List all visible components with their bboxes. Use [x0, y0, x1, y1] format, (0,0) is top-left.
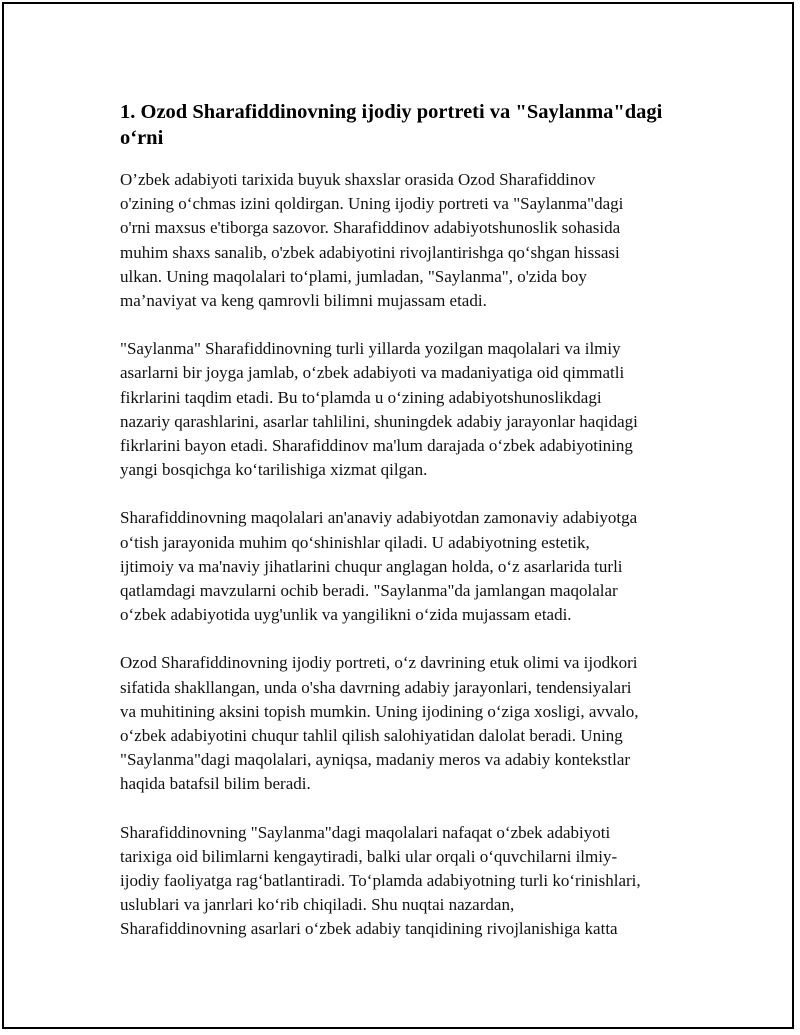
paragraph-5: Sharafiddinovning "Saylanma"dagi maqolalari nafaqat o‘zbek adabiyoti tarixiga oid bilimlarni kengaytiradi, balki ular orqali o‘quvchilarni ilmiy- ijodiy faoliyatga rag‘batlantiradi. To‘plamda adabiyotning turli ko‘rinishlari, uslublari va janrlari ko‘rib chiqiladi. Shu nuqtai nazardan, Sharafiddinovning asarlari o‘zbek adabiy tanqidining rivojlanishiga katta	[120, 822, 641, 939]
document-body	[120, 99, 686, 966]
paragraph-1: O’zbek adabiyoti tarixida buyuk shaxslar orasida Ozod Sharafiddinov o'zining o‘chmas izini qoldirgan. Uning ijodiy portreti va "Saylanma"dagi o'rni maxsus e'tiborga sazovor. Sharafiddinov adabiyotshunoslik sohasida muhim shaxs sanalib, o'zbek adabiyotini rivojlantirishga qo‘shgan hissasi ulkan. Uning maqolalari to‘plami, jumladan, "Saylanma", o'zida boy ma’naviyat va keng qamrovli bilimni mujassam etadi.	[120, 170, 624, 311]
document-page	[2, 2, 794, 1029]
section-heading: 1. Ozod Sharafiddinovning ijodiy portreti va "Saylanma"dagi o‘rni	[120, 101, 663, 149]
paragraph-3: Sharafiddinovning maqolalari an'anaviy adabiyotdan zamonaviy adabiyotga o‘tish jarayonida muhim qo‘shinishlar qiladi. U adabiyotning estetik, ijtimoiy va ma'naviy jihatlarini chuqur anglagan holda, o‘z asarlarida turli qatlamdagi mavzularni ochib beradi. "Saylanma"da jamlangan maqolalar o‘zbek adabiyotida uyg'unlik va yangilikni o‘zida mujassam etadi.	[120, 508, 638, 625]
paragraph-4: Ozod Sharafiddinovning ijodiy portreti, o‘z davrining etuk olimi va ijodkori sifatida shakllangan, unda o'sha davrning adabiy jarayonlari, tendensiyalari va muhitining aksini topish mumkin. Uning ijodining o‘ziga xosligi, avvalo, o‘zbek adabiyotini chuqur tahlil qilish salohiyatidan dalolat beradi. Uning "Saylanma"dagi maqolalari, ayniqsa, madaniy meros va adabiy kontekstlar haqida batafsil bilim beradi.	[120, 653, 639, 794]
paragraph-2: "Saylanma" Sharafiddinovning turli yillarda yozilgan maqolalari va ilmiy asarlarni bir joyga jamlab, o‘zbek adabiyoti va madaniyatiga oid qimmatli fikrlarini taqdim etadi. Bu to‘plamda u o‘zining adabiyotshunoslikdagi nazariy qarashlarini, asarlar tahlilini, shuningdek adabiy jarayonlar haqidagi fikrlarini bayon etadi. Sharafiddinov ma'lum darajada o‘zbek adabiyotining yangi bosqichga ko‘tarilishiga xizmat qilgan.	[120, 339, 638, 480]
